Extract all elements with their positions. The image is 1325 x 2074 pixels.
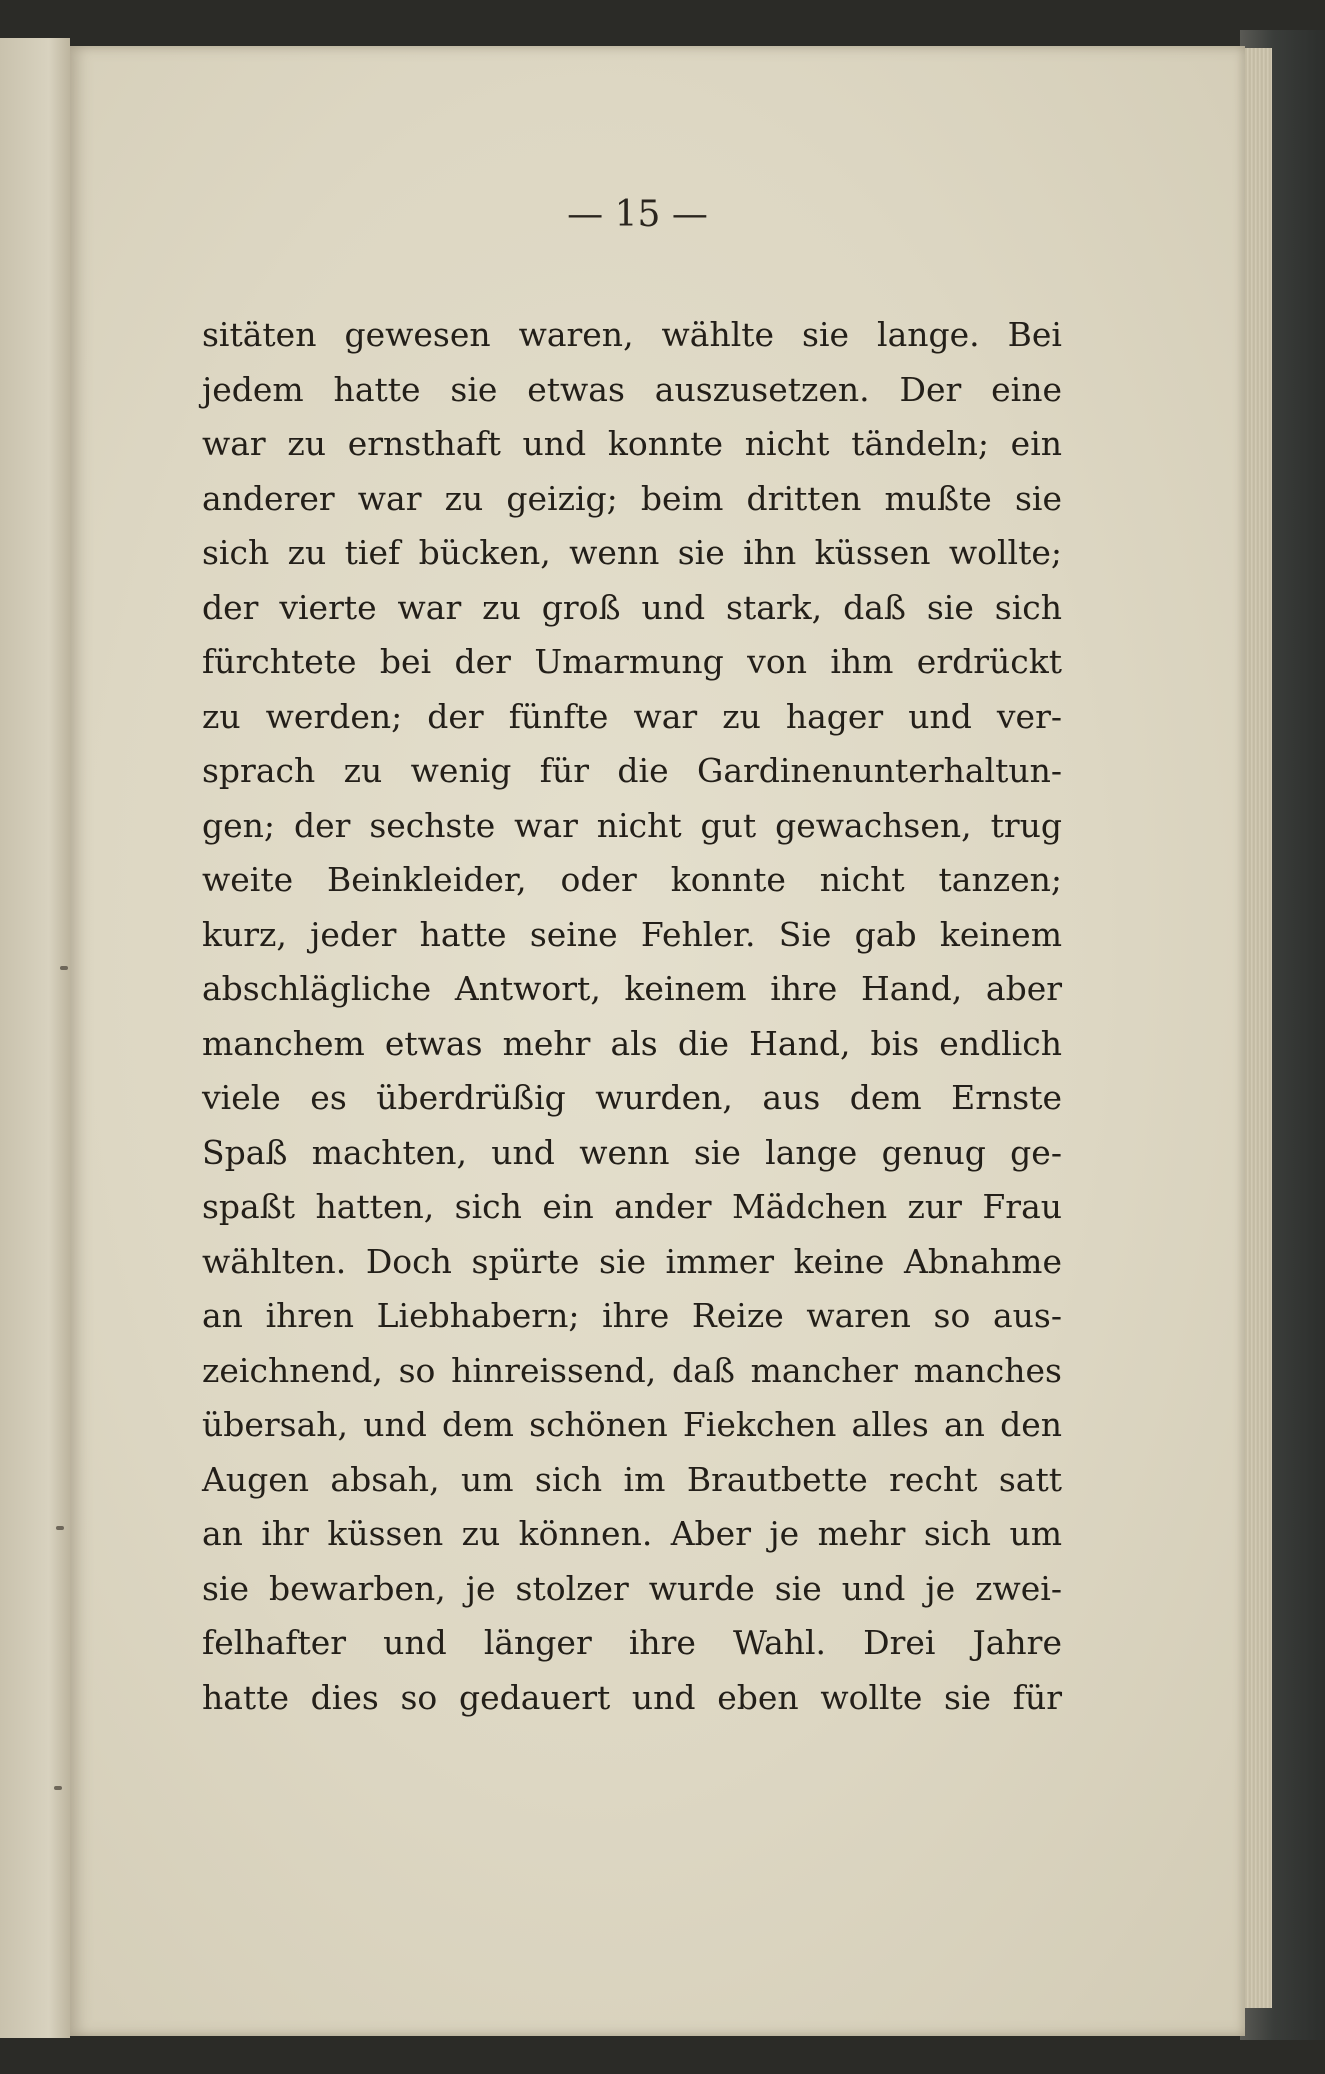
- text-line: fürchtete bei der Umarmung von ihm erdrückt: [202, 642, 1062, 681]
- text-line: sitäten gewesen waren, wählte sie lange. Bei: [202, 315, 1062, 354]
- text-line: sprach zu wenig für die Gardinenunterhaltun-: [202, 751, 1062, 790]
- page-number: — 15 —: [567, 194, 708, 235]
- text-line: Augen absah, um sich im Brautbette recht satt: [202, 1459, 1062, 1499]
- text-line: Spaß machten, und wenn sie lange genug ge-: [202, 1132, 1062, 1172]
- text-line: der vierte war zu groß und stark, daß sie sich: [202, 587, 1062, 627]
- paper-speck: [56, 1526, 64, 1530]
- text-line: felhafter und länger ihre Wahl. Drei Jahre: [202, 1623, 1062, 1662]
- text-line: an ihr küssen zu können. Aber je mehr sich um: [202, 1514, 1062, 1553]
- text-line: spaßt hatten, sich ein ander Mädchen zur Frau: [202, 1187, 1062, 1226]
- text-line: manchem etwas mehr als die Hand, bis endlich: [202, 1023, 1062, 1063]
- body-text: [202, 308, 1062, 1725]
- text-line: an ihren Liebhabern; ihre Reize waren so aus-: [202, 1296, 1062, 1335]
- text-line: hatte dies so gedauert und eben wollte sie für: [202, 1677, 1062, 1717]
- text-line: gen; der sechste war nicht gut gewachsen, trug: [202, 805, 1062, 845]
- text-line: zeichnend, so hinreissend, daß mancher manches: [202, 1350, 1062, 1390]
- text-line: sie bewarben, je stolzer wurde sie und je zwei-: [202, 1568, 1062, 1608]
- text-line: übersah, und dem schönen Fiekchen alles an den: [202, 1405, 1062, 1444]
- text-line: abschlägliche Antwort, keinem ihre Hand, aber: [202, 969, 1062, 1008]
- text-line: weite Beinkleider, oder konnte nicht tanzen;: [202, 860, 1062, 899]
- text-line: viele es überdrüßig wurden, aus dem Ernste: [202, 1078, 1062, 1117]
- text-line: anderer war zu geizig; beim dritten mußte sie: [202, 478, 1062, 518]
- book-cover-left: [0, 38, 70, 2038]
- text-line: zu werden; der fünfte war zu hager und ver-: [202, 696, 1062, 736]
- paper-speck: [60, 966, 68, 970]
- text-line: wählten. Doch spürte sie immer keine Abnahme: [202, 1241, 1062, 1281]
- book-page: [70, 46, 1245, 2036]
- paper-speck: [54, 1786, 62, 1790]
- text-line: kurz, jeder hatte seine Fehler. Sie gab keinem: [202, 914, 1062, 954]
- text-line: war zu ernsthaft und konnte nicht tändeln; ein: [202, 424, 1062, 463]
- text-line: sich zu tief bücken, wenn sie ihn küssen wollte;: [202, 533, 1062, 572]
- text-line: jedem hatte sie etwas auszusetzen. Der eine: [202, 369, 1062, 409]
